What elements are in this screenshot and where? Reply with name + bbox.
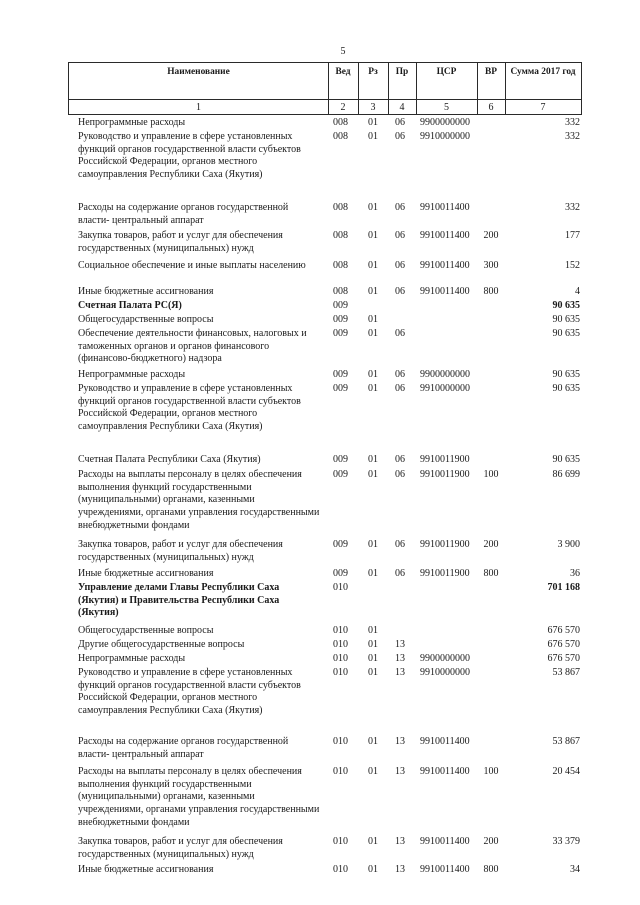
row-name-line: Иные бюджетные ассигнования: [78, 864, 214, 875]
cell-csr: 9910011400: [420, 202, 470, 213]
row-name-line: Социальное обеспечение и иные выплаты населению: [78, 260, 306, 271]
cell-sum: 90 635: [552, 300, 580, 311]
row-name-line: государственных (муниципальных) нужд: [78, 848, 254, 860]
row-name-line: функций органов государственной власти субъектов: [78, 143, 301, 155]
row-name: [78, 314, 328, 327]
row-name-line: Счетная Палата Республики Саха (Якутия): [78, 454, 261, 465]
table-header: [68, 62, 582, 115]
header-csr: ЦСР: [436, 67, 457, 77]
cell-ved: 010: [333, 653, 348, 664]
table-row: [0, 369, 640, 382]
row-name: [78, 653, 328, 666]
table-row: [0, 328, 640, 365]
row-name: [78, 454, 328, 467]
cell-ved: 009: [333, 314, 348, 325]
row-name-line: Расходы на выплаты персоналу в целях обеспечения: [78, 766, 302, 777]
header-divider: [69, 99, 581, 100]
cell-pr: 06: [395, 454, 405, 465]
cell-csr: 9910011400: [420, 230, 470, 241]
cell-rz: 01: [368, 369, 378, 380]
row-name-line: Российской Федерации, органов местного: [78, 156, 258, 168]
cell-csr: 9910000000: [420, 131, 470, 142]
cell-sum: 34: [570, 864, 580, 875]
row-name: [78, 539, 328, 564]
cell-sum: 53 867: [552, 667, 580, 678]
cell-pr: 06: [395, 286, 405, 297]
cell-sum: 3 900: [557, 539, 580, 550]
cell-ved: 010: [333, 766, 348, 777]
row-name-line: внебюджетными фондами: [78, 519, 190, 531]
cell-rz: 01: [368, 328, 378, 339]
cell-rz: 01: [368, 539, 378, 550]
cell-sum: 20 454: [552, 766, 580, 777]
row-name-line: самоуправления Республики Саха (Якутия): [78, 169, 263, 181]
table-row: [0, 539, 640, 563]
cell-rz: 01: [368, 639, 378, 650]
table-row: [0, 653, 640, 666]
cell-rz: 01: [368, 469, 378, 480]
cell-rz: 01: [368, 314, 378, 325]
cell-sum: 701 168: [547, 582, 580, 593]
cell-pr: 06: [395, 539, 405, 550]
row-name-line: Непрограммные расходы: [78, 369, 186, 380]
row-name: [78, 131, 328, 182]
row-name-line: (Якутия) и Правительства Республики Саха: [78, 594, 280, 606]
table-row: [0, 625, 640, 638]
cell-pr: 13: [395, 836, 405, 847]
row-name-line: Руководство и управление в сфере установленных: [78, 131, 293, 142]
cell-ved: 010: [333, 736, 348, 747]
cell-sum: 90 635: [552, 369, 580, 380]
header-rz: Рз: [368, 67, 378, 77]
cell-ved: 008: [333, 202, 348, 213]
row-name-line: Руководство и управление в сфере установленных: [78, 383, 293, 394]
row-name-line: власти- центральный аппарат: [78, 214, 204, 226]
row-name-line: учреждениями, органами управления государственными: [78, 804, 320, 816]
cell-pr: 06: [395, 383, 405, 394]
cell-sum: 332: [565, 202, 580, 213]
row-name-line: Расходы на содержание органов государственной: [78, 736, 289, 747]
row-name: [78, 202, 328, 227]
cell-sum: 33 379: [552, 836, 580, 847]
cell-pr: 13: [395, 667, 405, 678]
row-name-line: Непрограммные расходы: [78, 117, 186, 128]
row-name-line: Другие общегосударственные вопросы: [78, 639, 245, 650]
cell-rz: 01: [368, 653, 378, 664]
cell-pr: 06: [395, 260, 405, 271]
header-name: Наименование: [167, 67, 230, 77]
cell-vr: 100: [483, 766, 499, 777]
cell-pr: 06: [395, 328, 405, 339]
row-name-line: государственных (муниципальных) нужд: [78, 242, 254, 254]
row-name-line: выполнения функций государственными: [78, 778, 252, 790]
cell-csr: 9910011900: [420, 539, 470, 550]
cell-ved: 009: [333, 469, 348, 480]
cell-pr: 13: [395, 639, 405, 650]
row-name-line: Российской Федерации, органов местного: [78, 692, 258, 704]
table-row: [0, 736, 640, 760]
table-row: [0, 582, 640, 619]
row-name-line: (муниципальными) органами, казенными: [78, 791, 255, 803]
row-name: [78, 568, 328, 581]
row-name: [78, 230, 328, 255]
cell-ved: 010: [333, 639, 348, 650]
table-row: [0, 117, 640, 130]
cell-vr: 200: [483, 539, 499, 550]
header-pr: Пр: [395, 67, 409, 77]
column-number: 5: [444, 102, 449, 113]
row-name-line: Закупка товаров, работ и услуг для обеспечения: [78, 836, 283, 847]
row-name: [78, 766, 328, 830]
row-name-line: Руководство и управление в сфере установленных: [78, 667, 293, 678]
cell-csr: 9900000000: [420, 117, 470, 128]
cell-sum: 90 635: [552, 454, 580, 465]
cell-rz: 01: [368, 667, 378, 678]
row-name-line: Счетная Палата РС(Я): [78, 300, 182, 311]
table-row: [0, 454, 640, 467]
cell-sum: 152: [565, 260, 580, 271]
cell-rz: 01: [368, 117, 378, 128]
cell-sum: 36: [570, 568, 580, 579]
cell-csr: 9900000000: [420, 653, 470, 664]
cell-ved: 009: [333, 454, 348, 465]
cell-ved: 009: [333, 328, 348, 339]
row-name: [78, 836, 328, 861]
row-name-line: Общегосударственные вопросы: [78, 314, 214, 325]
cell-ved: 009: [333, 539, 348, 550]
table-row: [0, 300, 640, 313]
cell-vr: 300: [483, 260, 499, 271]
row-name-line: Российской Федерации, органов местного: [78, 408, 258, 420]
column-number: 4: [399, 102, 405, 113]
row-name-line: функций органов государственной власти субъектов: [78, 395, 301, 407]
cell-sum: 53 867: [552, 736, 580, 747]
row-name-line: Расходы на содержание органов государственной: [78, 202, 289, 213]
row-name: [78, 639, 328, 652]
cell-sum: 177: [565, 230, 580, 241]
row-name-line: Обеспечение деятельности финансовых, налоговых и: [78, 328, 307, 339]
row-name: [78, 260, 328, 273]
cell-ved: 008: [333, 131, 348, 142]
cell-rz: 01: [368, 286, 378, 297]
row-name-line: Закупка товаров, работ и услуг для обеспечения: [78, 230, 283, 241]
column-number: 6: [488, 102, 494, 113]
row-name: [78, 286, 328, 299]
row-name-line: функций органов государственной власти субъектов: [78, 679, 301, 691]
cell-ved: 008: [333, 286, 348, 297]
table-row: [0, 131, 640, 181]
row-name: [78, 736, 328, 761]
cell-pr: 13: [395, 736, 405, 747]
cell-csr: 9910000000: [420, 667, 470, 678]
cell-ved: 009: [333, 568, 348, 579]
cell-vr: 200: [483, 836, 499, 847]
row-name-line: (муниципальными) органами, казенными: [78, 494, 255, 506]
cell-ved: 009: [333, 300, 348, 311]
row-name-line: самоуправления Республики Саха (Якутия): [78, 705, 263, 717]
cell-csr: 9910011900: [420, 469, 470, 480]
cell-rz: 01: [368, 131, 378, 142]
table-row: [0, 202, 640, 226]
table-row: [0, 864, 640, 877]
table-row: [0, 667, 640, 717]
row-name: [78, 383, 328, 434]
cell-vr: 200: [483, 230, 499, 241]
cell-vr: 100: [483, 469, 499, 480]
cell-rz: 01: [368, 202, 378, 213]
row-name-line: Общегосударственные вопросы: [78, 625, 214, 636]
cell-sum: 90 635: [552, 328, 580, 339]
cell-csr: 9900000000: [420, 369, 470, 380]
row-name-line: внебюджетными фондами: [78, 816, 190, 828]
cell-csr: 9910011400: [420, 736, 470, 747]
row-name-line: Расходы на выплаты персоналу в целях обеспечения: [78, 469, 302, 480]
header-vr: ВР: [485, 67, 497, 77]
cell-pr: 06: [395, 469, 405, 480]
cell-ved: 010: [333, 667, 348, 678]
cell-vr: 800: [483, 286, 499, 297]
cell-sum: 332: [565, 131, 580, 142]
cell-rz: 01: [368, 260, 378, 271]
header-sum: Сумма 2017 год: [510, 67, 576, 77]
cell-rz: 01: [368, 836, 378, 847]
row-name: [78, 625, 328, 638]
row-name-line: Иные бюджетные ассигнования: [78, 286, 214, 297]
cell-csr: 9910011400: [420, 260, 470, 271]
cell-csr: 9910000000: [420, 383, 470, 394]
row-name-line: власти- центральный аппарат: [78, 748, 204, 760]
cell-rz: 01: [368, 736, 378, 747]
cell-csr: 9910011400: [420, 864, 470, 875]
row-name: [78, 582, 328, 620]
row-name-line: самоуправления Республики Саха (Якутия): [78, 421, 263, 433]
row-name: [78, 300, 328, 313]
row-name-line: Непрограммные расходы: [78, 653, 186, 664]
table-row: [0, 568, 640, 581]
row-name: [78, 117, 328, 130]
cell-rz: 01: [368, 864, 378, 875]
cell-pr: 13: [395, 766, 405, 777]
cell-pr: 13: [395, 653, 405, 664]
column-number: 1: [196, 102, 201, 113]
cell-rz: 01: [368, 625, 378, 636]
row-name-line: Закупка товаров, работ и услуг для обеспечения: [78, 539, 283, 550]
table-row: [0, 314, 640, 327]
header-ved: Вед: [335, 67, 351, 77]
cell-sum: 4: [575, 286, 580, 297]
cell-rz: 01: [368, 454, 378, 465]
cell-rz: 01: [368, 568, 378, 579]
cell-ved: 010: [333, 625, 348, 636]
cell-sum: 676 570: [547, 639, 580, 650]
row-name-line: (финансово-бюджетного) надзора: [78, 353, 222, 365]
cell-vr: 800: [483, 568, 499, 579]
cell-csr: 9910011400: [420, 766, 470, 777]
page-number: 5: [340, 46, 346, 57]
cell-ved: 008: [333, 117, 348, 128]
table-row: [0, 469, 640, 531]
row-name-line: государственных (муниципальных) нужд: [78, 551, 254, 563]
table-row: [0, 836, 640, 860]
cell-sum: 86 699: [552, 469, 580, 480]
cell-pr: 06: [395, 568, 405, 579]
cell-sum: 676 570: [547, 653, 580, 664]
cell-ved: 010: [333, 836, 348, 847]
row-name-line: выполнения функций государственными: [78, 481, 252, 493]
cell-rz: 01: [368, 383, 378, 394]
table-row: [0, 639, 640, 652]
cell-ved: 010: [333, 582, 348, 593]
cell-pr: 13: [395, 864, 405, 875]
row-name-line: (Якутия): [78, 607, 119, 619]
table-row: [0, 286, 640, 299]
cell-sum: 676 570: [547, 625, 580, 636]
row-name: [78, 864, 328, 877]
table-row: [0, 383, 640, 433]
cell-sum: 90 635: [552, 314, 580, 325]
cell-csr: 9910011900: [420, 568, 470, 579]
cell-ved: 008: [333, 230, 348, 241]
cell-vr: 800: [483, 864, 499, 875]
column-number: 7: [540, 102, 546, 113]
column-number: 2: [340, 102, 346, 113]
column-number: 3: [370, 102, 376, 113]
row-name: [78, 369, 328, 382]
cell-csr: 9910011900: [420, 454, 470, 465]
cell-ved: 009: [333, 369, 348, 380]
cell-pr: 06: [395, 202, 405, 213]
cell-ved: 010: [333, 864, 348, 875]
cell-ved: 008: [333, 260, 348, 271]
table-row: [0, 260, 640, 273]
cell-ved: 009: [333, 383, 348, 394]
row-name: [78, 328, 328, 366]
row-name-line: таможенных органов и органов финансового: [78, 340, 270, 352]
cell-pr: 06: [395, 230, 405, 241]
cell-pr: 06: [395, 369, 405, 380]
cell-rz: 01: [368, 766, 378, 777]
row-name-line: учреждениями, органами управления государственными: [78, 507, 320, 519]
cell-sum: 90 635: [552, 383, 580, 394]
cell-csr: 9910011400: [420, 836, 470, 847]
row-name-line: Иные бюджетные ассигнования: [78, 568, 214, 579]
row-name: [78, 667, 328, 718]
cell-csr: 9910011400: [420, 286, 470, 297]
table-row: [0, 766, 640, 828]
row-name-line: Управление делами Главы Республики Саха: [78, 582, 280, 593]
table-row: [0, 230, 640, 254]
cell-rz: 01: [368, 230, 378, 241]
cell-pr: 06: [395, 131, 405, 142]
cell-sum: 332: [565, 117, 580, 128]
cell-pr: 06: [395, 117, 405, 128]
row-name: [78, 469, 328, 533]
